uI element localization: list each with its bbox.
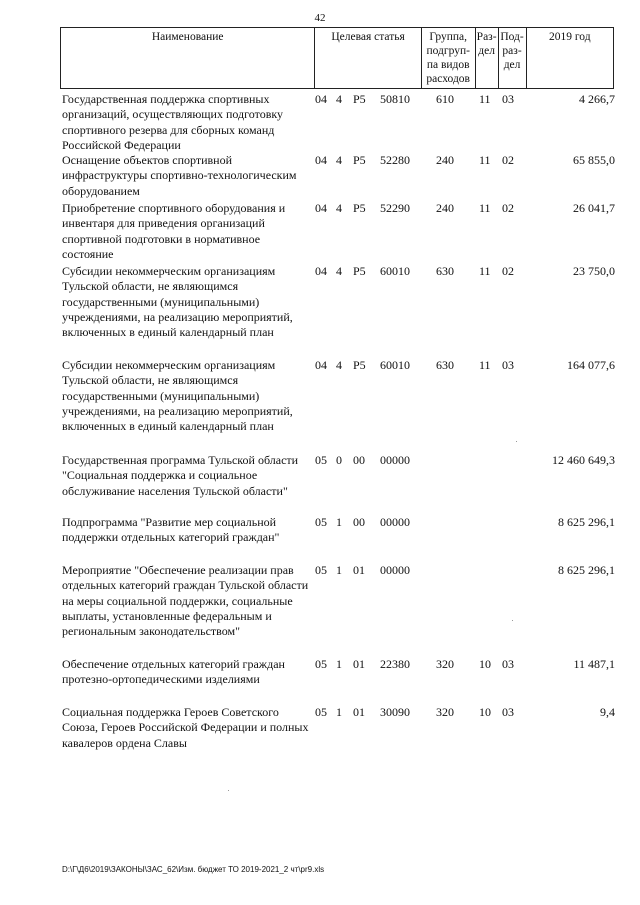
row-amount: 9,4	[600, 705, 615, 719]
row-razdel: 11	[479, 264, 491, 278]
row-code-1: 05	[315, 515, 327, 529]
header-table	[60, 27, 614, 89]
row-amount: 65 855,0	[573, 153, 615, 167]
row-code-1: 04	[315, 264, 327, 278]
row-code-4: 60010	[380, 264, 410, 278]
header-target: Целевая статья	[315, 28, 421, 89]
row-code-1: 05	[315, 563, 327, 577]
scan-speck	[512, 620, 513, 621]
row-podrazdel: 03	[502, 92, 514, 106]
row-group: 320	[436, 705, 454, 719]
row-code-3: P5	[353, 92, 366, 106]
row-amount: 12 460 649,3	[552, 453, 615, 467]
row-code-4: 50810	[380, 92, 410, 106]
row-amount: 8 625 296,1	[558, 563, 615, 577]
row-podrazdel: 03	[502, 705, 514, 719]
row-razdel: 11	[479, 358, 491, 372]
row-amount: 164 077,6	[567, 358, 615, 372]
row-amount: 4 266,7	[579, 92, 615, 106]
row-code-1: 04	[315, 201, 327, 215]
row-name: Обеспечение отдельных категорий граждан протезно-ортопедическими изделиями	[62, 657, 285, 687]
row-code-4: 00000	[380, 453, 410, 467]
row-code-2: 4	[336, 153, 342, 167]
row-name: Субсидии некоммерческим организациям Тульской области, не являющимся государственными (муниципальными) учреждениями, на реализацию мероприятий, включенных в единый календарный план	[62, 264, 293, 340]
row-code-2: 4	[336, 201, 342, 215]
row-code-1: 05	[315, 657, 327, 671]
row-code-1: 05	[315, 705, 327, 719]
row-amount: 23 750,0	[573, 264, 615, 278]
row-code-3: 01	[353, 657, 365, 671]
row-code-3: 01	[353, 563, 365, 577]
row-razdel: 11	[479, 153, 491, 167]
header-name: Наименование	[61, 28, 315, 89]
row-razdel: 10	[479, 705, 491, 719]
row-group: 630	[436, 264, 454, 278]
row-code-2: 1	[336, 657, 342, 671]
row-podrazdel: 02	[502, 264, 514, 278]
row-code-3: P5	[353, 358, 366, 372]
row-amount: 11 487,1	[573, 657, 615, 671]
row-group: 240	[436, 201, 454, 215]
row-code-4: 00000	[380, 515, 410, 529]
row-code-2: 4	[336, 264, 342, 278]
header-podrazdel: Под- раз- дел	[498, 28, 526, 89]
header-razdel: Раз- дел	[475, 28, 498, 89]
row-code-4: 00000	[380, 563, 410, 577]
row-amount: 8 625 296,1	[558, 515, 615, 529]
row-name: Подпрограмма "Развитие мер социальной поддержки отдельных категорий граждан"	[62, 515, 280, 545]
row-podrazdel: 02	[502, 153, 514, 167]
row-code-4: 52290	[380, 201, 410, 215]
row-name: Государственная поддержка спортивных организаций, осуществляющих подготовку спортивного резерва для сборных команд Российской Федерации	[62, 92, 284, 152]
row-code-4: 52280	[380, 153, 410, 167]
row-code-3: 01	[353, 705, 365, 719]
file-path-footer: D:\Г\Д6\2019\ЗАКОНЫ\ЗАС_62\Изм. бюджет ТО 2019-2021_2 чт\pr9.xls	[62, 865, 325, 874]
row-name: Субсидии некоммерческим организациям Тульской области, не являющимся государственными (муниципальными) учреждениями, на реализацию мероприятий, включенных в единый календарный план	[62, 358, 293, 434]
row-group: 610	[436, 92, 454, 106]
row-name: Государственная программа Тульской области "Социальная поддержка и социальное обслуживание населения Тульской области"	[62, 453, 299, 498]
row-code-3: P5	[353, 264, 366, 278]
row-code-2: 4	[336, 92, 342, 106]
row-code-3: P5	[353, 153, 366, 167]
row-code-1: 05	[315, 453, 327, 467]
row-group: 240	[436, 153, 454, 167]
row-code-3: P5	[353, 201, 366, 215]
row-code-4: 60010	[380, 358, 410, 372]
row-code-2: 1	[336, 515, 342, 529]
header-group: Группа, подгруп- па видов расходов	[421, 28, 475, 89]
row-code-1: 04	[315, 358, 327, 372]
row-group: 630	[436, 358, 454, 372]
page-number: 42	[314, 12, 326, 24]
row-group: 320	[436, 657, 454, 671]
row-podrazdel: 02	[502, 201, 514, 215]
row-podrazdel: 03	[502, 358, 514, 372]
row-code-2: 4	[336, 358, 342, 372]
row-name: Приобретение спортивного оборудования и инвентаря для приведения организаций спортивной подготовки в нормативное состояние	[62, 201, 286, 261]
row-razdel: 11	[479, 201, 491, 215]
row-code-2: 1	[336, 705, 342, 719]
row-podrazdel: 03	[502, 657, 514, 671]
row-code-2: 0	[336, 453, 342, 467]
row-code-3: 00	[353, 453, 365, 467]
row-razdel: 10	[479, 657, 491, 671]
row-code-1: 04	[315, 153, 327, 167]
row-name: Социальная поддержка Героев Советского Союза, Героев Российской Федерации и полных кавалеров ордена Славы	[62, 705, 309, 750]
row-code-1: 04	[315, 92, 327, 106]
scan-speck	[516, 441, 517, 442]
row-amount: 26 041,7	[573, 201, 615, 215]
row-code-2: 1	[336, 563, 342, 577]
row-code-3: 00	[353, 515, 365, 529]
scan-speck	[228, 790, 229, 791]
row-razdel: 11	[479, 92, 491, 106]
row-name: Оснащение объектов спортивной инфраструктуры спортивно-технологическим оборудованием	[62, 153, 297, 198]
row-code-4: 22380	[380, 657, 410, 671]
row-code-4: 30090	[380, 705, 410, 719]
row-name: Мероприятие "Обеспечение реализации прав отдельных категорий граждан Тульской области на меры социальной поддержки, социальные выплаты, установленные федеральным и региональным законодательством"	[62, 563, 309, 639]
header-year: 2019 год	[526, 28, 613, 89]
